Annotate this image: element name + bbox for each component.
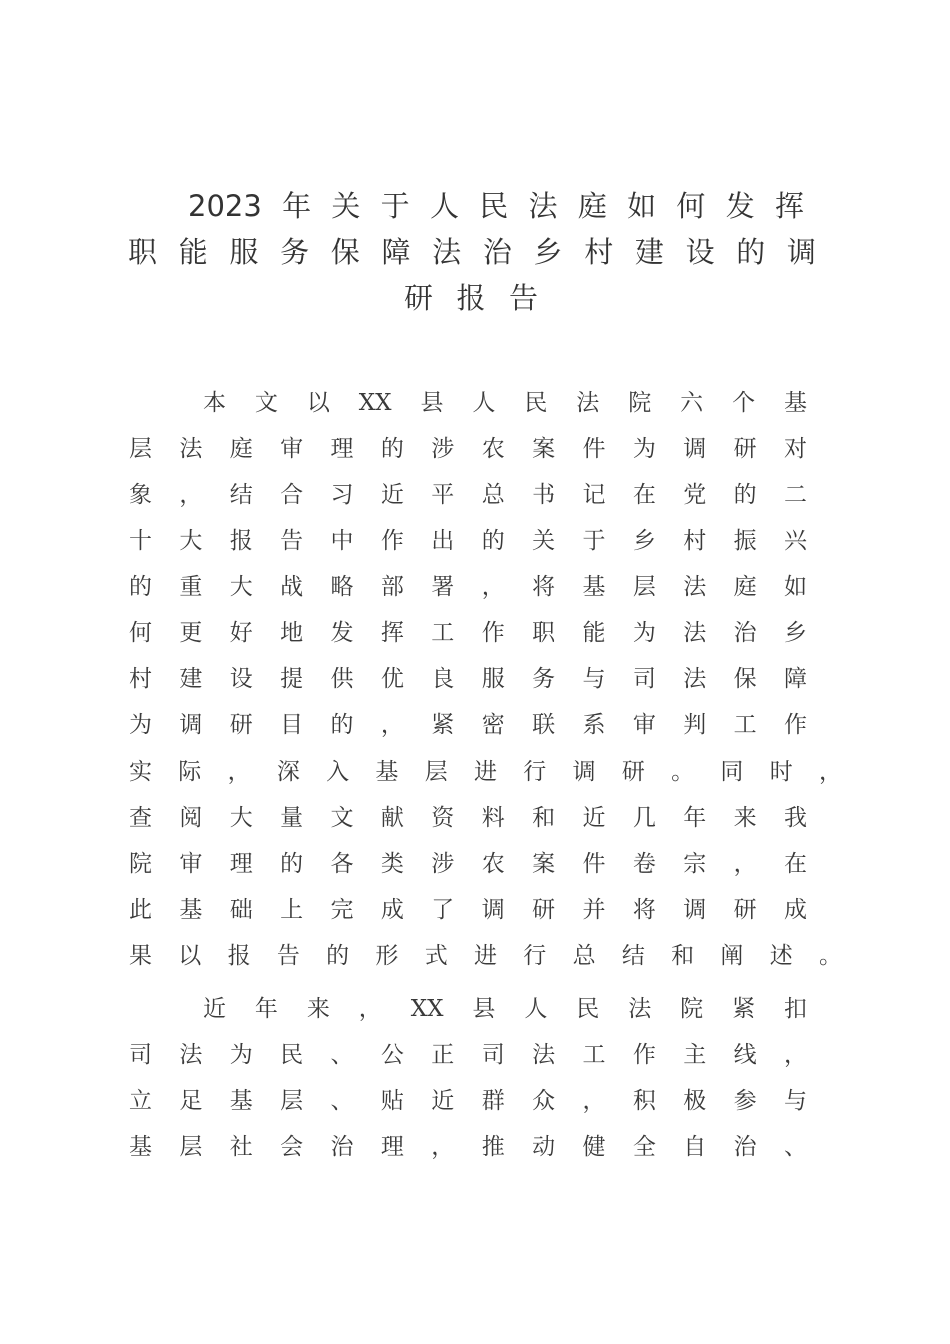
paragraph-line: 查阅大量文献资料和近几年来我	[129, 805, 807, 831]
document-title-line-1: 2023年关于人民法庭如何发挥	[188, 189, 804, 223]
paragraph-line: 近年来，XX县人民法院紧扣	[203, 996, 807, 1022]
paragraph-line: 基层社会治理，推动健全自治、	[129, 1134, 807, 1160]
document-title-line-3: 研报告	[404, 281, 538, 315]
paragraph-line: 司法为民、公正司法工作主线，	[129, 1042, 807, 1068]
paragraph-line: 本文以XX县人民法院六个基	[203, 390, 807, 416]
paragraph-line: 果以报告的形式进行总结和阐述。	[129, 943, 842, 969]
paragraph-line: 实际，深入基层进行调研。同时，	[129, 759, 842, 785]
paragraph-line: 何更好地发挥工作职能为法治乡	[129, 620, 807, 646]
paragraph-line: 此基础上完成了调研并将调研成	[129, 897, 807, 923]
paragraph-line: 十大报告中作出的关于乡村振兴	[129, 528, 807, 554]
paragraph-line: 立足基层、贴近群众，积极参与	[129, 1088, 807, 1114]
document-title-line-2: 职能服务保障法治乡村建设的调	[128, 235, 816, 269]
paragraph-line: 层法庭审理的涉农案件为调研对	[129, 436, 807, 462]
paragraph-line: 村建设提供优良服务与司法保障	[129, 666, 807, 692]
paragraph-line: 象，结合习近平总书记在党的二	[129, 482, 807, 508]
paragraph-line: 的重大战略部署，将基层法庭如	[129, 574, 807, 600]
paragraph-line: 院审理的各类涉农案件卷宗，在	[129, 851, 807, 877]
paragraph-line: 为调研目的，紧密联系审判工作	[129, 712, 807, 738]
